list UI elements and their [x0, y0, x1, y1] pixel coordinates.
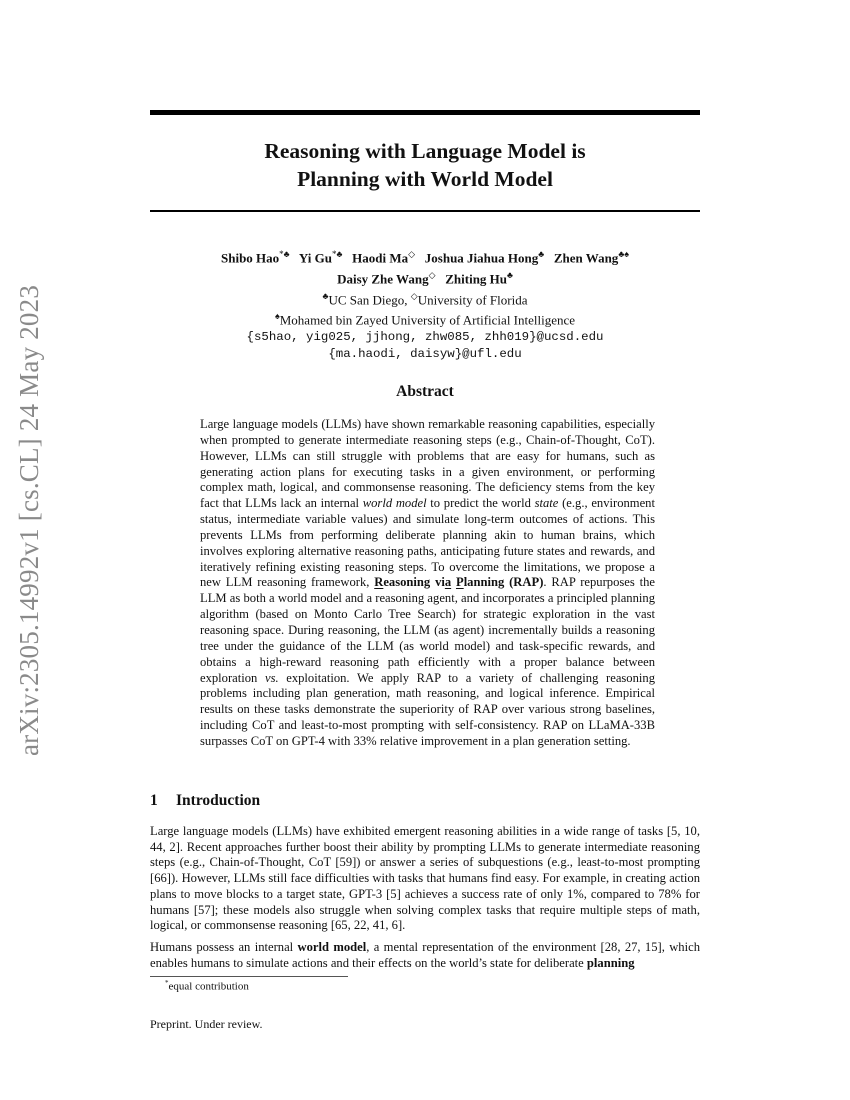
- author-name: Zhiting Hu: [445, 271, 508, 287]
- footnote: [165, 979, 249, 993]
- section-heading-introduction: [150, 792, 260, 810]
- rap-name-part: lanning (RAP): [463, 575, 544, 590]
- abstract-emphasis: vs.: [264, 670, 279, 685]
- abstract-emphasis: state: [534, 496, 559, 511]
- abstract-text-segment: (e.g., environment status, intermediate variable values) and simulate long-term outcomes of actions. This prevents LLMs from performing deliberate planning akin to human brains, which involves exploring alternative reasoning paths, anticipating future states and rewards, and iteratively refining existing reasoning steps. To overcome the limitations, we propose a new LLM reasoning framework,: [200, 496, 655, 590]
- affiliation-ucsd: UC San Diego,: [328, 291, 411, 307]
- rap-initial: R: [374, 575, 384, 590]
- author-affiliation-mark: ♣: [538, 249, 545, 259]
- author-names-line-1: [150, 246, 700, 267]
- author-affiliation-mark: ♣: [507, 269, 513, 280]
- title-bottom-rule: [150, 210, 700, 212]
- author-affiliation-mark: ◇: [428, 269, 436, 280]
- rap-name-part: easoning: [383, 575, 431, 590]
- affiliation-line-1: [150, 288, 700, 309]
- rap-name-part: vi: [435, 575, 445, 590]
- email-line-2: {ma.haodi, daisyw}@ufl.edu: [328, 346, 522, 361]
- intro-bold-term: planning: [586, 955, 635, 970]
- intro-paragraph-1: Large language models (LLMs) have exhibited emergent reasoning abilities in a wide range of tasks [5, 10, 44, 2]. Recent approaches further boost their ability by prompting LLMs to generate intermediate reasoning steps (e.g., Chain-of-Thought, CoT [59]) or answer a series of subquestions (e.g., least-to-most prompting [66]). However, LLMs still face difficulties with tasks that humans find easy. For example, in creating action plans to move blocks to a target state, GPT-3 [5] achieves a success rate of only 1%, compared to 78% for humans [57]; these models also struggle when solving complex tasks that require multiple steps of math, logical, or commonsense reasoning [65, 22, 41, 6].: [150, 824, 700, 933]
- abstract-text-segment: to predict the world: [426, 496, 535, 511]
- author-name: Shibo Hao: [221, 250, 280, 266]
- abstract-text-segment: exploitation. We apply RAP to a variety of challenging reasoning problems including plan generation, math reasoning, and logical inference. Empirical results on these tasks demonstrate the superiority of RAP over various strong baselines, including CoT and least-to-most prompting with self-consistency. RAP on LLaMA-33B surpasses CoT on GPT-4 with 33% relative improvement in a plan generation setting.: [200, 670, 655, 748]
- footnote-rule: [150, 976, 348, 977]
- diamond-mark: ◇: [410, 290, 418, 301]
- arxiv-stamp: [6, 284, 54, 756]
- author-name: Zhen Wang: [553, 250, 619, 266]
- author-name: Haodi Ma: [352, 250, 409, 266]
- email-line-1: {s5hao, yig025, jjhong, zhw085, zhh019}@ucsd.edu: [246, 330, 604, 345]
- introduction-text: [150, 824, 700, 977]
- abstract-text: [200, 417, 655, 750]
- intro-paragraph-2: [150, 940, 700, 971]
- author-affiliation-mark: ♣♠: [618, 249, 629, 259]
- intro-text-segment: Humans possess an internal: [150, 939, 298, 954]
- spade-mark: ♠: [274, 311, 280, 322]
- rap-framework-name: [374, 575, 543, 589]
- author-name: Daisy Zhe Wang: [337, 271, 429, 287]
- section-title: Introduction: [176, 792, 261, 809]
- rap-initial: P: [455, 575, 464, 590]
- preprint-note: Preprint. Under review.: [150, 1017, 263, 1031]
- section-number: 1: [150, 792, 158, 809]
- abstract-heading: Abstract: [396, 383, 454, 400]
- rap-initial: a: [444, 575, 452, 590]
- author-affiliation-mark: *♣: [279, 249, 290, 259]
- author-affiliation-mark: ◇: [408, 249, 416, 259]
- affiliation-line-2: [150, 308, 700, 329]
- abstract-text-segment: Large language models (LLMs) have shown remarkable reasoning capabilities, especially when prompted to generate intermediate reasoning steps (e.g., Chain-of-Thought, CoT). However, LLMs can still struggle with problems that are easy for humans, such as generating action plans for executing tasks in a given environment, or performing complex math, logical, and commonsense reasoning. The deficiency stems from the key fact that LLMs lack an internal: [200, 417, 655, 511]
- author-name: Yi Gu: [298, 250, 332, 266]
- affiliation-uf: University of Florida: [417, 291, 528, 307]
- author-name: Joshua Jiahua Hong: [424, 250, 539, 266]
- paper-title: [150, 137, 700, 193]
- club-mark: ♣: [322, 290, 329, 301]
- abstract-text-segment: . RAP repurposes the LLM as both a world model and a reasoning agent, and incorporates a principled planning algorithm (based on Monto Carlo Tree Search) for strategic exploration in the vast reasoning space. During reasoning, the LLM (as agent) incrementally builds a reasoning tree under the guidance of the LLM (as world model) and task-specific rewards, and obtains a high-reward reasoning path efficiently with a proper balance between exploration: [200, 575, 655, 685]
- intro-bold-term: world model: [297, 939, 367, 954]
- footnote-text: equal contribution: [168, 980, 249, 993]
- author-names-line-2: [150, 267, 700, 288]
- affiliation-mbzuai: Mohamed bin Zayed University of Artificial Intelligence: [279, 312, 576, 328]
- footnote-mark: *: [165, 979, 169, 987]
- title-line-1: Reasoning with Language Model is: [264, 139, 586, 163]
- title-line-2: Planning with World Model: [297, 167, 553, 191]
- author-block: [150, 246, 700, 362]
- abstract-emphasis: world model: [362, 496, 427, 511]
- author-affiliation-mark: *♣: [331, 249, 343, 259]
- arxiv-identifier: arXiv:2305.14992v1 [cs.CL] 24 May 2023: [14, 284, 45, 756]
- title-top-rule: [150, 110, 700, 115]
- intro-text-segment: , a mental representation of the environment [28, 27, 15], which enables humans to simulate actions and their effects on the world’s state for deliberate: [150, 939, 700, 970]
